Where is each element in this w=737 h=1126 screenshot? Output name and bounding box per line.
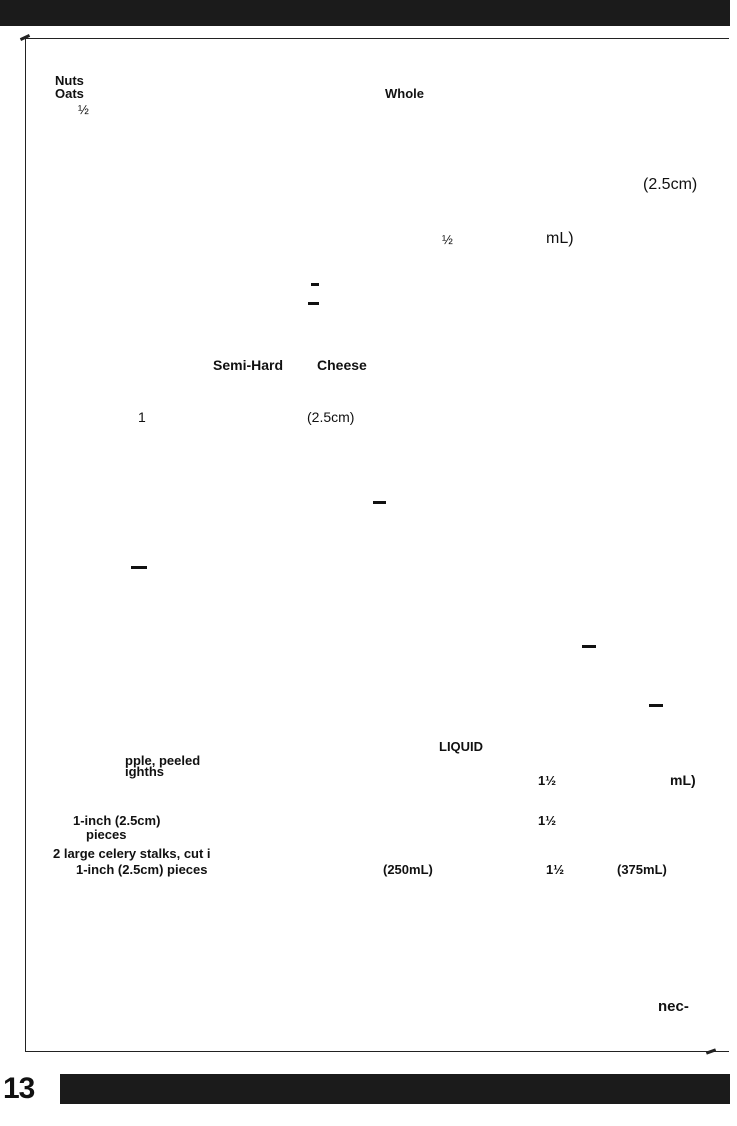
text-apple-line2: ighths xyxy=(125,764,164,779)
text-semi-hard: Semi-Hard xyxy=(213,357,284,373)
dash-mark xyxy=(373,501,386,504)
text-whole: Whole xyxy=(385,86,424,101)
text-ml250: (250mL) xyxy=(383,862,433,877)
top-header-bar xyxy=(0,0,730,26)
text-inch-line2: pieces xyxy=(86,827,127,842)
text-ml: mL) xyxy=(546,230,574,247)
text-liquid: LIQUID xyxy=(439,739,484,754)
text-one-half-3: 1½ xyxy=(546,862,565,877)
page-frame xyxy=(25,38,729,1052)
dash-mark xyxy=(649,704,663,707)
text-ml375: (375mL) xyxy=(617,862,667,877)
text-celery-line1: 2 large celery stalks, cut i xyxy=(53,846,211,861)
text-one-half-2: 1½ xyxy=(538,813,557,828)
dash-mark xyxy=(311,283,319,286)
text-one: 1 xyxy=(138,409,146,425)
text-apple-line1: pple, peeled xyxy=(125,753,201,768)
dash-mark xyxy=(308,302,319,305)
text-ml-2: mL) xyxy=(670,772,696,788)
text-cm: (2.5cm) xyxy=(643,176,698,193)
text-nec: nec- xyxy=(658,998,689,1015)
text-half-2: ½ xyxy=(442,232,453,247)
text-celery-line2: 1-inch (2.5cm) pieces xyxy=(76,862,208,877)
text-cheese: Cheese xyxy=(317,357,367,373)
bottom-footer-bar xyxy=(60,1074,730,1104)
text-nuts: Nuts xyxy=(55,73,84,88)
dash-mark xyxy=(582,645,596,648)
dash-mark xyxy=(131,566,147,569)
text-one-half: 1½ xyxy=(538,773,557,788)
text-oats: Oats xyxy=(55,86,84,101)
page-number: 13 xyxy=(3,1072,35,1105)
text-cm-2: (2.5cm) xyxy=(307,409,355,425)
text-inch-line1: 1-inch (2.5cm) xyxy=(73,813,161,828)
text-half: ½ xyxy=(78,102,89,117)
